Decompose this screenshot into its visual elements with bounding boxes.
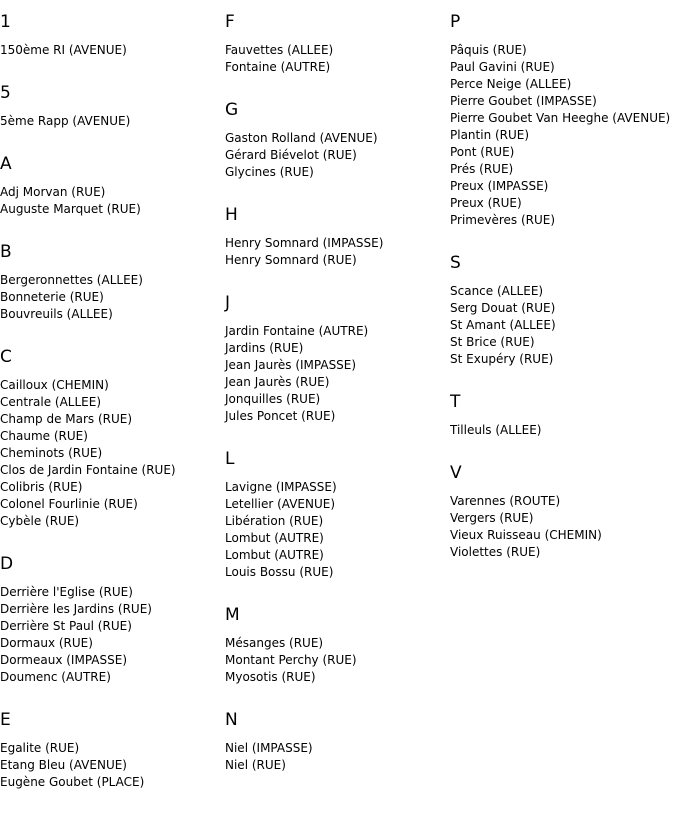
street-link[interactable]: Pâquis (RUE) [450,43,527,57]
street-link[interactable]: Myosotis (RUE) [225,670,316,684]
street-link[interactable]: Cailloux (CHEMIN) [0,378,109,392]
street-link[interactable]: Derrière les Jardins (RUE) [0,602,152,616]
street-link[interactable]: Pierre Goubet Van Heeghe (AVENUE) [450,111,671,125]
street-link[interactable]: Cheminots (RUE) [0,446,103,460]
street-link[interactable]: Fontaine (AUTRE) [225,60,331,74]
street-link[interactable]: Champ de Mars (RUE) [0,412,133,426]
street-link[interactable]: Violettes (RUE) [450,545,541,559]
letter-section [225,605,450,686]
street-link[interactable]: Vieux Ruisseau (CHEMIN) [450,528,602,542]
street-link[interactable]: Paul Gavini (RUE) [450,60,555,74]
street-list [225,235,450,269]
street-link[interactable]: Vergers (RUE) [450,511,534,525]
letter-section [225,100,450,181]
section-letter-heading: D [0,554,14,574]
street-link[interactable]: Jean Jaurès (RUE) [225,375,330,389]
street-link[interactable]: St Exupéry (RUE) [450,352,554,366]
street-link[interactable]: Letellier (AVENUE) [225,497,336,511]
street-link[interactable]: Scance (ALLEE) [450,284,544,298]
street-column-1 [0,0,225,791]
street-link[interactable]: 150ème RI (AVENUE) [0,43,127,57]
street-link[interactable]: Perce Neige (ALLEE) [450,77,572,91]
street-list [225,130,450,181]
letter-section [225,449,450,581]
letter-section [450,12,675,229]
section-letter-heading: H [225,205,238,225]
street-link[interactable]: St Amant (ALLEE) [450,318,556,332]
street-link[interactable]: Jean Jaurès (IMPASSE) [225,358,357,372]
section-letter-heading: J [225,293,231,313]
street-link[interactable]: Lavigne (IMPASSE) [225,480,337,494]
street-list [225,323,450,425]
letter-section [0,154,225,218]
letter-section [0,12,225,59]
street-link[interactable]: Lombut (AUTRE) [225,548,324,562]
street-link[interactable]: Centrale (ALLEE) [0,395,101,409]
section-letter-heading: V [450,463,462,483]
street-link[interactable]: Adj Morvan (RUE) [0,185,106,199]
street-link[interactable]: 5ème Rapp (AVENUE) [0,114,131,128]
street-list [0,272,225,323]
section-letter-heading: T [450,392,461,412]
street-link[interactable]: Gaston Rolland (AVENUE) [225,131,378,145]
letter-section [225,710,450,774]
street-link[interactable]: Louis Bossu (RUE) [225,565,334,579]
street-link[interactable]: Dormeaux (IMPASSE) [0,653,128,667]
street-list [450,42,675,229]
street-link[interactable]: Colonel Fourlinie (RUE) [0,497,138,511]
section-letter-heading: E [0,710,11,730]
street-list [0,377,225,530]
street-link[interactable]: Cybèle (RUE) [0,514,80,528]
street-list [0,584,225,686]
street-link[interactable]: Auguste Marquet (RUE) [0,202,141,216]
street-link[interactable]: Chaume (RUE) [0,429,88,443]
street-link[interactable]: Doumenc (AUTRE) [0,670,111,684]
letter-section [0,710,225,791]
section-letter-heading: 1 [0,12,11,32]
street-list [225,479,450,581]
street-column-3 [450,0,675,561]
street-link[interactable]: Serg Douat (RUE) [450,301,556,315]
street-link[interactable]: Lombut (AUTRE) [225,531,324,545]
street-list [450,493,675,561]
street-list [225,42,450,76]
street-link[interactable]: Fauvettes (ALLEE) [225,43,334,57]
street-link[interactable]: Jardin Fontaine (AUTRE) [225,324,369,338]
street-list [0,740,225,791]
letter-section [0,554,225,686]
street-link[interactable]: Preux (RUE) [450,196,522,210]
street-link[interactable]: Dormaux (RUE) [0,636,93,650]
letter-section [450,463,675,561]
section-letter-heading: B [0,242,12,262]
street-link[interactable]: Plantin (RUE) [450,128,530,142]
section-letter-heading: F [225,12,235,32]
section-letter-heading: L [225,449,235,469]
letter-section [450,392,675,439]
street-link[interactable]: Colibris (RUE) [0,480,83,494]
street-link[interactable]: Montant Perchy (RUE) [225,653,357,667]
street-link[interactable]: Derrière l'Eglise (RUE) [0,585,133,599]
street-link[interactable]: Mésanges (RUE) [225,636,324,650]
street-link[interactable]: Niel (RUE) [225,758,286,772]
section-letter-heading: P [450,12,461,32]
street-link[interactable]: St Brice (RUE) [450,335,535,349]
street-link[interactable]: Prés (RUE) [450,162,514,176]
letter-section [225,293,450,425]
letter-section [450,253,675,368]
street-link[interactable]: Primevères (RUE) [450,213,556,227]
street-link[interactable]: Bonneterie (RUE) [0,290,104,304]
street-link[interactable]: Bergeronnettes (ALLEE) [0,273,143,287]
section-letter-heading: S [450,253,461,273]
street-link[interactable]: Tilleuls (ALLEE) [450,423,542,437]
street-link[interactable]: Jules Poncet (RUE) [225,409,336,423]
street-link[interactable]: Eugène Goubet (PLACE) [0,775,145,789]
street-column-2 [225,0,450,774]
street-link[interactable]: Jonquilles (RUE) [225,392,321,406]
street-link[interactable]: Glycines (RUE) [225,165,314,179]
street-link[interactable]: Jardins (RUE) [225,341,304,355]
street-link[interactable]: Pierre Goubet (IMPASSE) [450,94,597,108]
street-link[interactable]: Bouvreuils (ALLEE) [0,307,113,321]
letter-section [0,83,225,130]
street-link[interactable]: Clos de Jardin Fontaine (RUE) [0,463,176,477]
street-list [225,635,450,686]
section-letter-heading: 5 [0,83,11,103]
street-link[interactable]: Gérard Biévelot (RUE) [225,148,357,162]
letter-section [0,242,225,323]
street-list [225,740,450,774]
street-link[interactable]: Preux (IMPASSE) [450,179,549,193]
street-list [0,184,225,218]
street-list [450,283,675,368]
street-link[interactable]: Henry Somnard (IMPASSE) [225,236,384,250]
section-letter-heading: M [225,605,240,625]
section-letter-heading: G [225,100,239,120]
section-letter-heading: A [0,154,12,174]
section-letter-heading: C [0,347,12,367]
street-link[interactable]: Etang Bleu (AVENUE) [0,758,127,772]
letter-section [225,12,450,76]
street-link[interactable]: Egalite (RUE) [0,741,80,755]
street-link[interactable]: Pont (RUE) [450,145,515,159]
street-link[interactable]: Varennes (ROUTE) [450,494,561,508]
street-list [0,113,225,130]
street-link[interactable]: Niel (IMPASSE) [225,741,313,755]
letter-section [0,347,225,530]
street-list [450,422,675,439]
street-list [0,42,225,59]
letter-section [225,205,450,269]
street-link[interactable]: Henry Somnard (RUE) [225,253,357,267]
street-link[interactable]: Derrière St Paul (RUE) [0,619,132,633]
section-letter-heading: N [225,710,238,730]
street-link[interactable]: Libération (RUE) [225,514,324,528]
